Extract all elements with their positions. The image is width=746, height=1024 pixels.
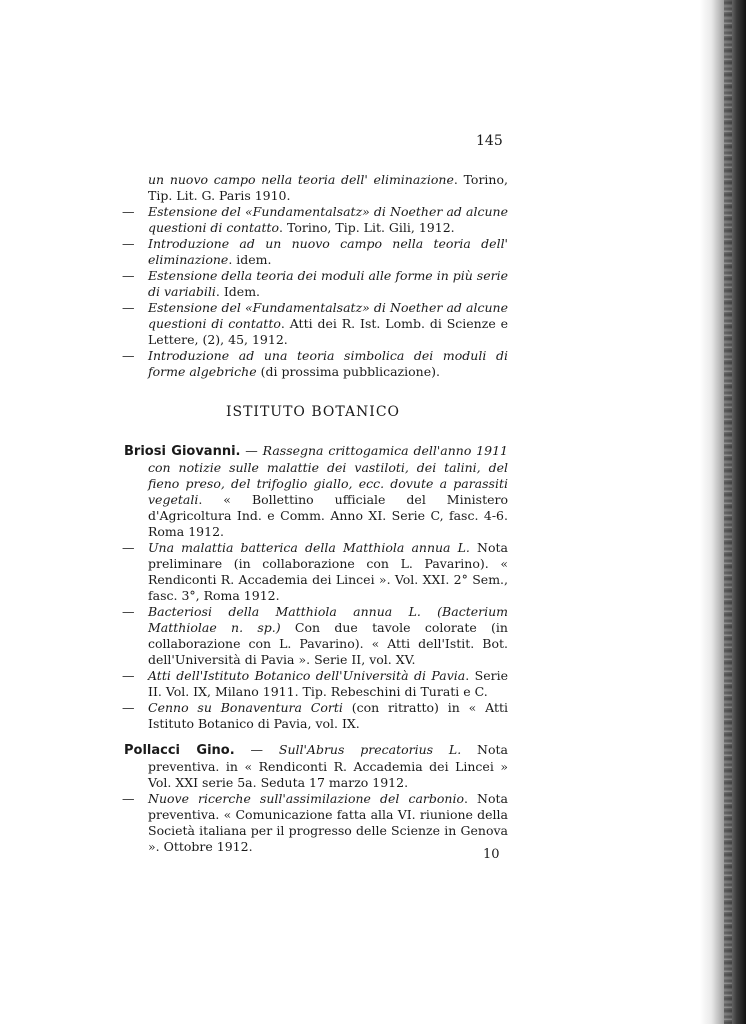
author-name: Briosi Giovanni.: [124, 444, 241, 459]
list-item: — Una malattia batterica della Matthiola annua L. Nota preliminare (in collaborazione con L. Pavarino). « Rendiconti R. Accademia dei Lincei ». Vol. XXI. 2° Sem., fasc. 3°, Roma 1912.: [122, 540, 508, 603]
list-item: — Nuove ricerche sull'assimilazione del carbonio. Nota preventiva. « Comunicazione fatta alla VI. riunione della Società italiana per il progresso delle Scienze in Genova ». Ottobre 1912.: [122, 791, 508, 854]
author-name: Pollacci Gino.: [124, 743, 235, 758]
top-bibliography: [118, 172, 508, 380]
list-item: — Estensione della teoria dei moduli alle forme in più serie di variabili. Idem.: [122, 268, 508, 299]
list-item: — Estensione del «Fundamentalsatz» di Noether ad alcune questioni di contatto. Atti dei R. Ist. Lomb. di Scienze e Lettere, (2), 45, 1912.: [122, 300, 509, 347]
briosi-bibliography: [118, 443, 508, 855]
list-item: — Estensione del «Fundamentalsatz» di Noether ad alcune questioni di contatto. Torino, Tip. Lit. Gili, 1912.: [122, 204, 508, 235]
list-item: — Introduzione ad una teoria simbolica dei moduli di forme algebriche (di prossima pubblicazione).: [122, 348, 508, 379]
signature-mark: 10: [483, 847, 500, 862]
list-item: — Bacteriosi della Matthiola annua L. (Bacterium Matthiolae n. sp.) Con due tavole colorate (in collaborazione con L. Pavarino). « Atti dell'Istit. Bot. dell'Università di Pavia ». Serie II, vol. XV.: [122, 604, 508, 667]
list-item: — Introduzione ad un nuovo campo nella teoria dell' eliminazione. idem.: [122, 236, 508, 267]
author-entry: Briosi Giovanni. — Rassegna crittogamica dell'anno 1911 con notizie sulle malattie dei vastiloti, dei talini, del fieno preso, del trifoglio giallo, ecc. dovute a parassiti vegetali. « Bollettino ufficiale del Ministero d'Agricoltura Ind. e Comm. Anno XI. Serie C, fasc. 4-6. Roma 1912.: [124, 443, 508, 539]
page-edge-texture: [724, 0, 732, 1024]
section-heading: ISTITUTO BOTANICO: [225, 404, 401, 420]
continuation-entry: un nuovo campo nella teoria dell' eliminazione. Torino, Tip. Lit. G. Paris 1910.: [148, 172, 508, 203]
page-number: 145: [476, 133, 503, 149]
author-entry: Pollacci Gino. — Sull'Abrus precatorius L. Nota preventiva. in « Rendiconti R. Accademia dei Lincei » Vol. XXI serie 5a. Seduta 17 marzo 1912.: [124, 742, 508, 790]
list-item: — Cenno su Bonaventura Corti (con ritratto) in « Atti Istituto Botanico di Pavia, vol. IX.: [122, 700, 508, 731]
page-edge-shadow: [700, 0, 746, 1024]
list-item: — Atti dell'Istituto Botanico dell'Università di Pavia. Serie II. Vol. IX, Milano 1911. Tip. Rebeschini di Turati e C.: [122, 668, 509, 699]
